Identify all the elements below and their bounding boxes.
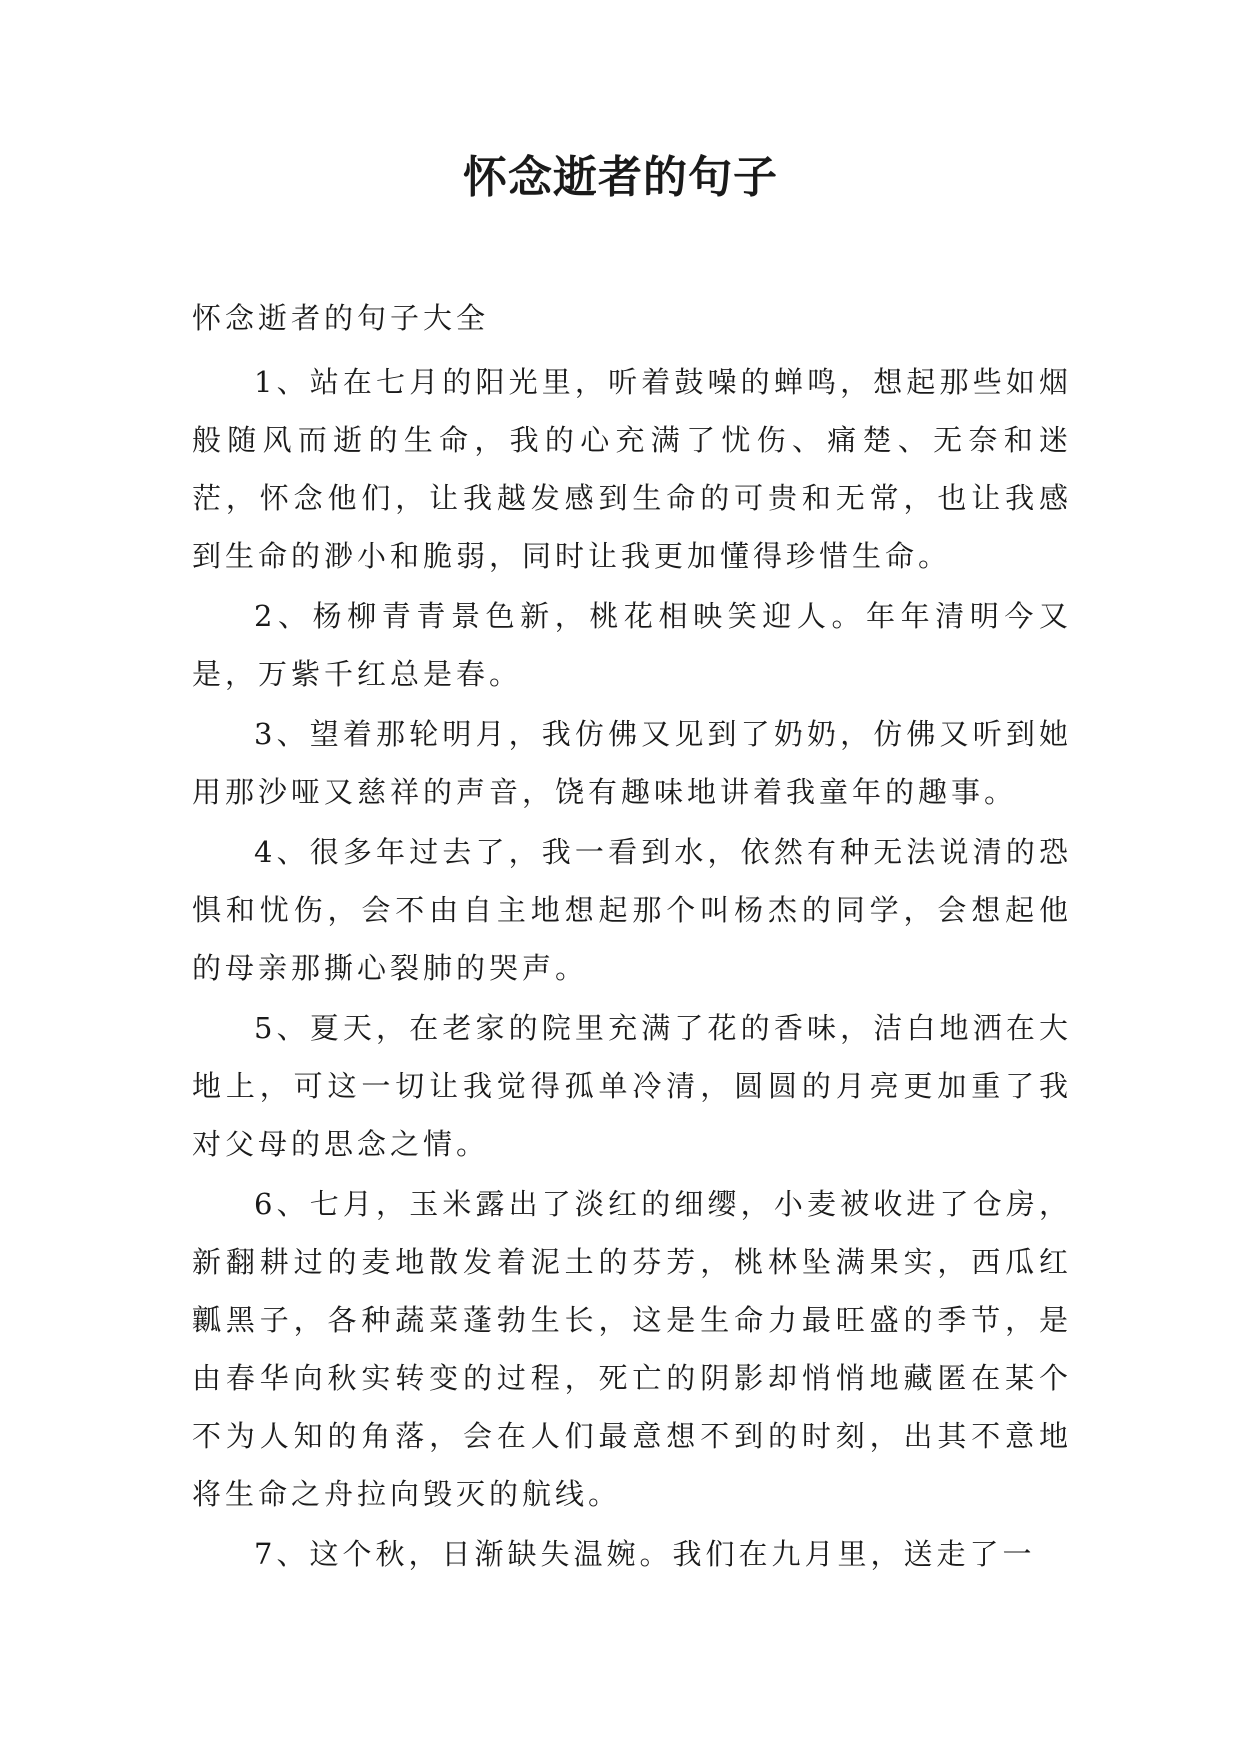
paragraph-6: 6、七月，玉米露出了淡红的细缨，小麦被收进了仓房，新翻耕过的麦地散发着泥土的芬芳，桃林坠满果实，西瓜红瓤黑子，各种蔬菜蓬勃生长，这是生命力最旺盛的季节，是由春华向秋实转变的过程，死亡的阴影却悄悄地藏匿在某个不为人知的角落，会在人们最意想不到的时刻，出其不意地将生命之舟拉向毁灭的航线。: [192, 1187, 1072, 1511]
document-subtitle: 怀念逝者的句子大全: [192, 301, 490, 335]
document-body: [192, 289, 1072, 1585]
paragraph-7: 7、这个秋，日渐缺失温婉。我们在九月里，送走了一: [254, 1537, 1036, 1571]
document-title: 怀念逝者的句子: [463, 152, 778, 203]
paragraph-4: 4、很多年过去了，我一看到水，依然有种无法说清的恐惧和忧伤，会不由自主地想起那个叫杨杰的同学，会想起他的母亲那撕心裂肺的哭声。: [192, 835, 1072, 985]
paragraph-3: 3、望着那轮明月，我仿佛又见到了奶奶，仿佛又听到她用那沙哑又慈祥的声音，饶有趣味地讲着我童年的趣事。: [192, 717, 1072, 809]
paragraph-2: 2、杨柳青青景色新，桃花相映笑迎人。年年清明今又是，万紫千红总是春。: [192, 599, 1072, 691]
paragraph-1: 1、站在七月的阳光里，听着鼓噪的蝉鸣，想起那些如烟般随风而逝的生命，我的心充满了忧伤、痛楚、无奈和迷茫，怀念他们，让我越发感到生命的可贵和无常，也让我感到生命的渺小和脆弱，同时让我更加懂得珍惜生命。: [192, 365, 1072, 573]
paragraph-5: 5、夏天，在老家的院里充满了花的香味，洁白地洒在大地上，可这一切让我觉得孤单冷清，圆圆的月亮更加重了我对父母的思念之情。: [192, 1011, 1072, 1161]
